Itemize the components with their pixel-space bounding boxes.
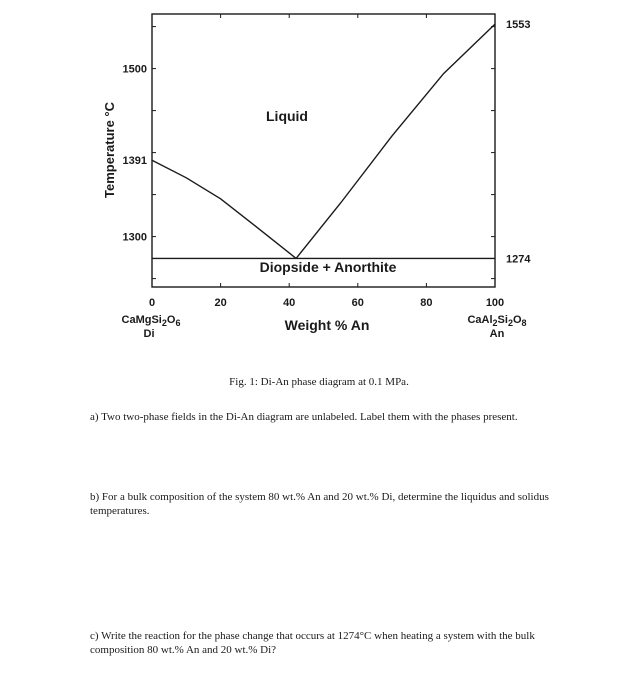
right-temperature-label: 1274: [506, 253, 531, 266]
x-axis-label: Weight % An: [284, 317, 370, 333]
x-tick-label: 40: [283, 297, 296, 309]
x-tick-label: 100: [485, 297, 505, 309]
diopside-abbr: Di: [143, 328, 155, 340]
y-axis-label: Temperature °C: [102, 102, 117, 198]
x-tick-labels: [149, 297, 504, 309]
liquid-field-label: Liquid: [266, 108, 308, 124]
y-ticks: [152, 27, 495, 279]
solid-field-label: Diopside + Anorthite: [259, 259, 397, 275]
plot-frame: [152, 14, 495, 287]
question-a: a) Two two-phase fields in the Di-An diagram are unlabeled. Label them with the phases present.: [90, 411, 518, 423]
x-tick-label: 0: [148, 297, 156, 309]
an-liquidus-curve: [296, 24, 495, 258]
y-tick-label: 1500: [122, 63, 147, 76]
x-tick-label: 60: [351, 297, 364, 309]
diopside-formula: $CaMgSi_2O_6$: [121, 314, 181, 328]
y-tick-label: 1300: [122, 231, 147, 244]
question-b: b) For a bulk composition of the system 80 wt.% An and 20 wt.% Di, determine the liquidus and solidus temperatures.: [90, 491, 549, 517]
right-temperature-label: 1553: [506, 19, 531, 32]
phase-boundaries: [152, 24, 495, 258]
x-tick-label: 80: [420, 297, 433, 309]
di-liquidus-curve: [152, 160, 296, 258]
x-ticks: [152, 14, 495, 287]
right-temperature-labels: [506, 19, 531, 265]
figure-caption: Fig. 1: Di-An phase diagram at 0.1 MPa.: [229, 376, 409, 388]
y-tick-label: 1391: [122, 155, 147, 168]
question-c: c) Write the reaction for the phase change that occurs at 1274°C when heating a system with the bulk composition 80 wt.% An and 20 wt.% Di?: [90, 630, 535, 656]
x-tick-label: 20: [214, 297, 227, 309]
anorthite-abbr: An: [489, 328, 505, 340]
anorthite-formula: $CaAl_2Si_2O_8$: [467, 314, 527, 328]
y-tick-labels: [123, 64, 147, 244]
